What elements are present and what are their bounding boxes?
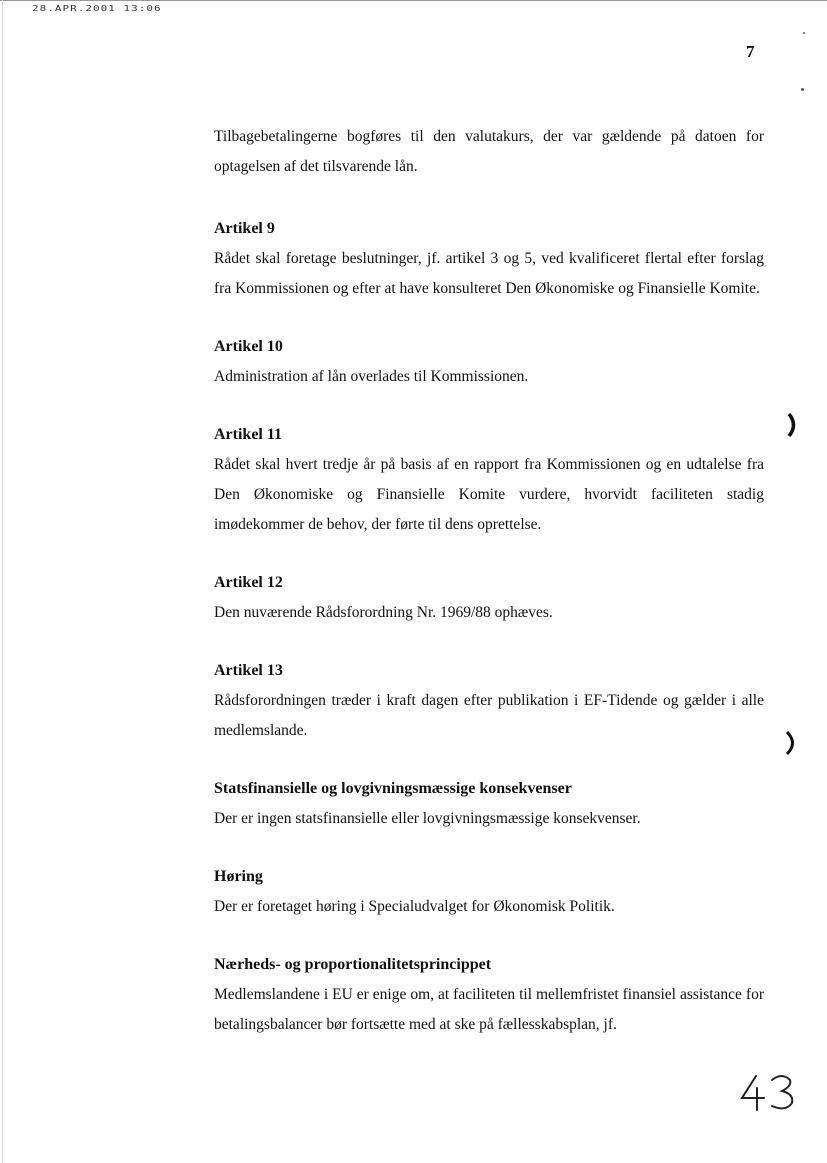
section-body: Administration af lån overlades til Kommissionen. bbox=[214, 368, 529, 385]
top-edge-rule bbox=[0, 0, 827, 1]
section-artikel-9 bbox=[214, 214, 764, 304]
left-edge-rule bbox=[2, 0, 3, 1163]
section-heading: Artikel 11 bbox=[214, 426, 282, 443]
section-heading: Artikel 10 bbox=[214, 338, 283, 355]
section-heading: Statsfinansielle og lovgivningsmæssige konsekvenser bbox=[214, 780, 572, 797]
fax-timestamp: 28.APR.2001 13:06 bbox=[32, 4, 162, 14]
section-heading: Artikel 12 bbox=[214, 574, 283, 591]
section-konsekvenser bbox=[214, 774, 764, 834]
intro-paragraph: Tilbagebetalingerne bogføres til den valutakurs, der var gældende på datoen for optagelsen af det tilsvarende lån. bbox=[214, 128, 764, 175]
section-body: Der er foretaget høring i Specialudvalget for Økonomisk Politik. bbox=[214, 898, 615, 915]
section-body: Der er ingen statsfinansielle eller lovgivningsmæssige konsekvenser. bbox=[214, 810, 641, 827]
punch-hole-mark-icon bbox=[784, 730, 800, 756]
punch-hole-mark-icon bbox=[786, 412, 800, 438]
section-heading: Artikel 9 bbox=[214, 220, 275, 237]
scan-speck bbox=[803, 32, 805, 34]
section-artikel-12 bbox=[214, 568, 764, 628]
section-heading: Artikel 13 bbox=[214, 662, 283, 679]
section-artikel-10 bbox=[214, 332, 764, 392]
page-number: 7 bbox=[746, 42, 755, 61]
section-artikel-13 bbox=[214, 656, 764, 746]
document-body bbox=[214, 122, 764, 1068]
section-body: Rådet skal foretage beslutninger, jf. artikel 3 og 5, ved kvalificeret flertal efter forslag fra Kommissionen og efter at have konsulteret Den Økonomiske og Finansielle Komite. bbox=[214, 250, 764, 297]
section-body: Medlemslandene i EU er enige om, at faciliteten til mellemfristet finansiel assistance for betalingsbalancer bør fortsætte med at ske på fællesskabsplan, jf. bbox=[214, 986, 764, 1033]
section-body: Rådet skal hvert tredje år på basis af en rapport fra Kommissionen og en udtalelse fra Den Økonomiske og Finansielle Komite vurdere, hvorvidt faciliteten stadig imødekommer de behov, der førte til dens oprettelse. bbox=[214, 456, 764, 533]
section-body: Rådsforordningen træder i kraft dagen efter publikation i EF-Tidende og gælder i alle medlemslande. bbox=[214, 692, 764, 739]
section-artikel-11 bbox=[214, 420, 764, 540]
handwritten-folio-number bbox=[738, 1070, 798, 1116]
section-heading: Høring bbox=[214, 868, 263, 885]
section-naerhedsprincip bbox=[214, 950, 764, 1040]
scan-speck bbox=[801, 88, 804, 91]
section-hoering bbox=[214, 862, 764, 922]
section-body: Den nuværende Rådsforordning Nr. 1969/88 ophæves. bbox=[214, 604, 553, 621]
section-heading: Nærheds- og proportionalitetsprincippet bbox=[214, 956, 492, 973]
